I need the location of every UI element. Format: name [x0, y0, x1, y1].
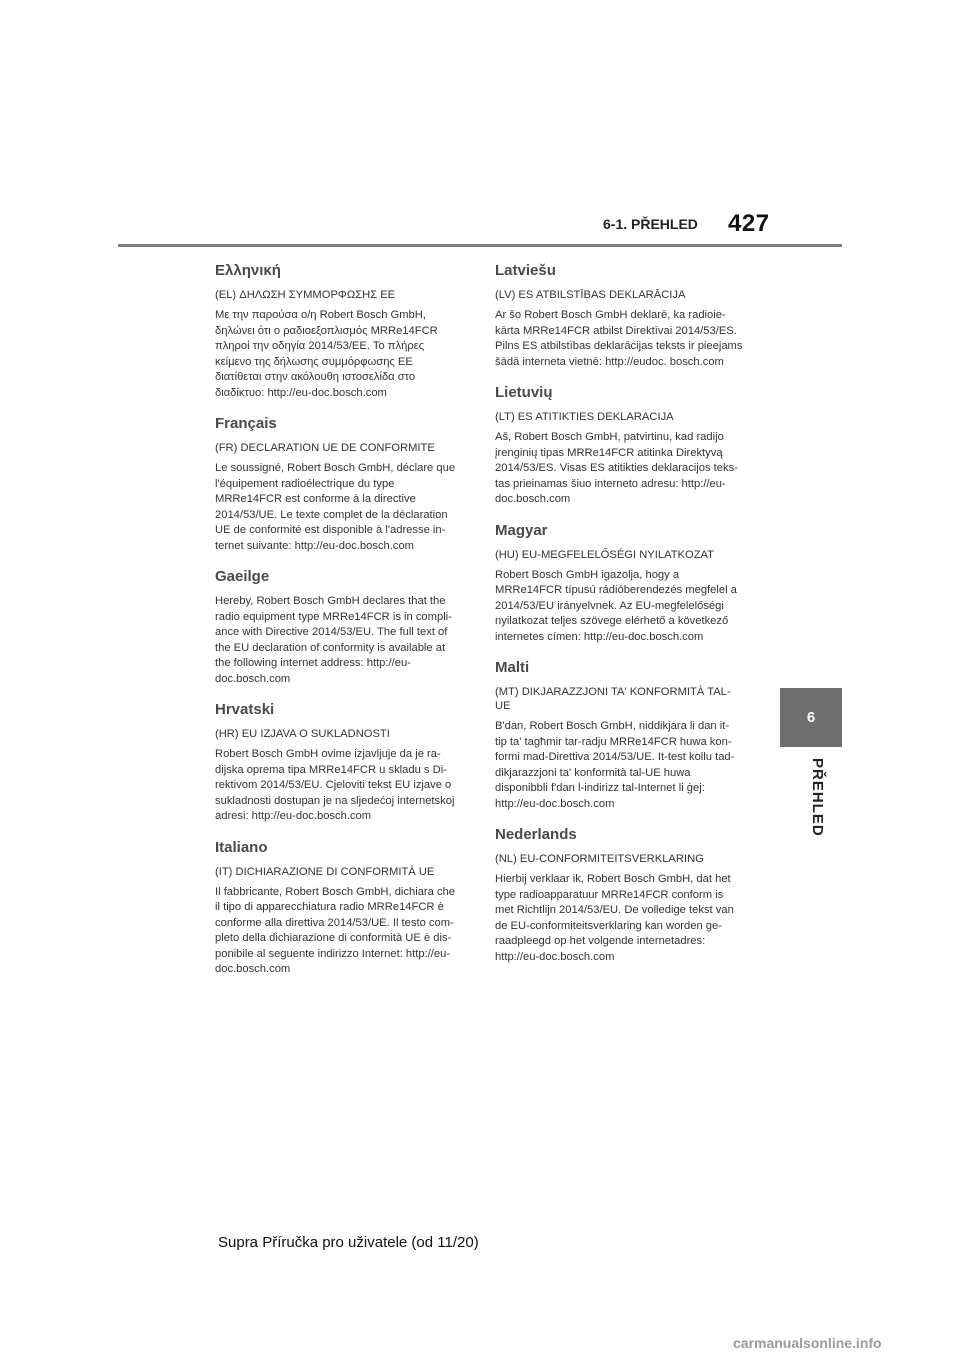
chapter-tab-label: PŘEHLED: [809, 758, 826, 837]
section-body: Ar šo Robert Bosch GmbH deklarē, ka radioie- kārta MRRe14FCR atbilst Direktīvai 2014/53/ES. Pilns ES atbilstības deklarācijas teksts ir pieejams šādā interneta vietnē: http://eudoc. bosch.com: [495, 309, 743, 368]
section-title: Français: [215, 415, 277, 432]
chapter-tab[interactable]: [780, 688, 842, 747]
section-subtitle: (HR) EU IZJAVA O SUKLADNOSTI: [215, 728, 390, 740]
section-body: Aš, Robert Bosch GmbH, patvirtinu, kad radijo įrenginių tipas MRRe14FCR atitinka Direktyvą 2014/53/ES. Visas ES atitikties deklaracijos teks- tas prieinamas šiuo interneto adresu: http://eu- doc.bosch.com: [495, 431, 738, 505]
section-lithuanian: [495, 384, 760, 508]
section-hungarian: [495, 522, 760, 646]
section-title: Hrvatski: [215, 701, 275, 718]
section-latvian: [495, 262, 760, 370]
section-croatian: [215, 701, 480, 825]
section-french: [215, 415, 480, 554]
running-header-section: 6-1. PŘEHLED: [603, 216, 698, 232]
section-title: Lietuvių: [495, 384, 553, 401]
section-title: Magyar: [495, 521, 548, 539]
section-italian: [215, 839, 480, 978]
chapter-tab-number: 6: [806, 709, 816, 726]
page-number: 427: [728, 210, 770, 237]
section-body: Il fabbricante, Robert Bosch GmbH, dichiara che il tipo di apparecchiatura radio MRRe14FCR è conforme alla direttiva 2014/53/UE. Il testo com- pleto della dichiarazione di conformità UE è dis- ponibile al seguente indirizzo Internet: http://eu- doc.bosch.com: [215, 885, 456, 975]
section-subtitle: (LT) ES ATITIKTIES DEKLARACIJA: [495, 411, 674, 423]
section-title: Latviešu: [495, 262, 556, 279]
section-subtitle: (NL) EU-CONFORMITEITSVERKLARING: [495, 853, 704, 865]
left-column: [215, 262, 480, 992]
right-column: [495, 262, 760, 979]
section-body: Robert Bosch GmbH ovime izjavljuje da je ra- dijska oprema tipa MRRe14FCR u skladu s Di- rektivom 2014/53/EU. Cjeloviti tekst EU izjave o sukladnosti dostupan je na sljedećoj internetskoj adresi: http://eu-doc.bosch.com: [215, 748, 455, 822]
section-body: Hereby, Robert Bosch GmbH declares that the radio equipment type MRRe14FCR is in compli- ance with Directive 2014/53/EU. The full text of the EU declaration of conformity is available at the following internet address: http://eu- doc.bosch.com: [215, 595, 452, 685]
section-subtitle: (EL) ΔΗΛΩΣΗ ΣΥΜΜΟΡΦΩΣΗΣ ΕΕ: [215, 289, 396, 301]
section-title: Malti: [495, 659, 530, 676]
section-body: Le soussigné, Robert Bosch GmbH, déclare que l'équipement radioélectrique du type MRRe14FCR est conforme à la directive 2014/53/UE. Le texte complet de la déclaration UE de conformité est disponible à l'adresse in- ternet suivante: http://eu-doc.bosch.com: [215, 462, 456, 552]
section-subtitle: (MT) DIKJARAZZJONI TA' KONFORMITÀ TAL- UE: [495, 686, 731, 712]
section-subtitle: (LV) ES ATBILSTĪBAS DEKLARĀCIJA: [495, 289, 686, 301]
watermark: carmanualsonline.info: [733, 1335, 882, 1351]
section-subtitle: (FR) DECLARATION UE DE CONFORMITE: [215, 442, 435, 454]
section-title: Ελληνική: [215, 262, 281, 279]
footer-title: Supra Příručka pro uživatele (od 11/20): [218, 1234, 479, 1251]
section-title: Italiano: [215, 838, 268, 856]
section-body: Robert Bosch GmbH igazolja, hogy a MRRe14FCR típusú rádióberendezés megfelel a 2014/53/EU irányelvnek. Az EU-megfelelőségi nyilatkozat teljes szövege elérhető a következő internetes címen: http://eu-doc.bosch.com: [495, 568, 737, 643]
section-greek: [215, 262, 480, 401]
section-title: Gaeilge: [215, 568, 270, 585]
section-maltese: [495, 659, 760, 812]
header-divider: [118, 244, 842, 247]
section-irish: [215, 568, 480, 687]
section-title: Nederlands: [495, 826, 577, 843]
section-body: Hierbij verklaar ik, Robert Bosch GmbH, dat het type radioapparatuur MRRe14FCR conform is met Richtlijn 2014/53/EU. De volledige tekst van de EU-conformiteitsverklaring kan worden ge- raadpleegd op het volgende internetadres: http://eu-doc.bosch.com: [495, 873, 734, 963]
section-body: Με την παρούσα ο/η Robert Bosch GmbH, δηλώνει ότι ο ραδιοεξοπλισμός MRRe14FCR πληροί την οδηγία 2014/53/ΕΕ. Το πλήρες κείμενο της δήλωσης συμμόρφωσης ΕΕ διατίθεται στην ακόλουθη ιστοσελίδα στο διαδίκτυο: http://eu-doc.bosch.com: [215, 309, 438, 399]
section-subtitle: (IT) DICHIARAZIONE DI CONFORMITÀ UE: [215, 865, 435, 878]
section-body: B'dan, Robert Bosch GmbH, niddikjara li dan it- tip ta' tagħmir tar-radju MRRe14FCR huwa kon- formi mad-Direttiva 2014/53/UE. It-test kollu tad- dikjarazzjoni ta' konformità tal-UE huwa disponibbli f'dan l-indirizz tal-Internet li ġej: http://eu-doc.bosch.com: [495, 720, 735, 810]
section-dutch: [495, 826, 760, 965]
section-subtitle: (HU) EU-MEGFELELŐSÉGI NYILATKOZAT: [495, 548, 715, 561]
